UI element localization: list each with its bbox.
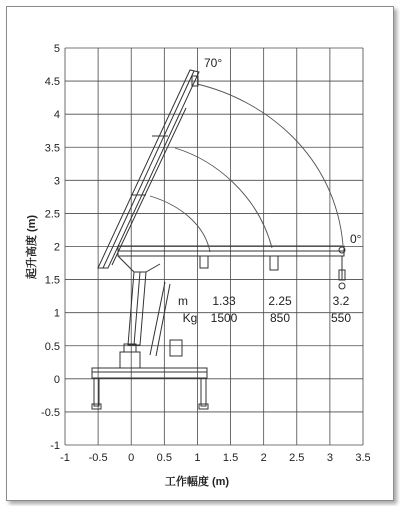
x-tick-label: 0.5 — [156, 452, 172, 464]
y-tick-label: 2.5 — [44, 208, 60, 221]
y-tick-label: 1.5 — [44, 274, 60, 287]
y-tick-label: 0 — [53, 373, 60, 386]
middle-range-arc — [175, 148, 272, 248]
lift-cylinder — [150, 282, 165, 355]
x-tick-label: -1 — [60, 452, 70, 464]
x-tick-label: 1.5 — [222, 452, 239, 464]
y-tick-label: 1 — [53, 307, 60, 320]
y-tick-label: 5 — [53, 43, 60, 55]
load-value-1: 1500 — [210, 311, 238, 325]
x-tick-label: 3.5 — [355, 452, 371, 464]
x-axis-ticks — [60, 452, 371, 464]
x-tick-label: -0.5 — [88, 452, 108, 464]
load-value-3: 550 — [330, 311, 352, 325]
crane-drawing — [92, 70, 345, 409]
radius-value-2: 2.25 — [268, 294, 292, 308]
x-tick-label: 3 — [326, 452, 333, 464]
knuckle-link-2 — [146, 264, 160, 272]
angle-0-label: 0° — [350, 232, 362, 246]
y-tick-label: 4.5 — [44, 76, 60, 89]
inner-range-arc — [150, 196, 210, 252]
y-tick-label: 4 — [53, 109, 60, 122]
y-tick-label: 0.5 — [44, 340, 60, 353]
radius-value-1: 1.33 — [212, 294, 236, 308]
x-tick-label: 1 — [194, 452, 201, 464]
x-tick-label: 2.5 — [289, 452, 305, 464]
boom-70-inner-line — [103, 71, 194, 268]
boom-0-bracket — [270, 256, 278, 270]
y-axis-ticks — [41, 43, 60, 452]
load-value-2: 850 — [269, 311, 291, 325]
y-tick-label: 3 — [53, 175, 60, 188]
outer-range-arc — [197, 84, 343, 245]
y-axis-title: 起升高度 (m) — [26, 214, 38, 280]
x-axis-title: 工作幅度 (m) — [164, 476, 230, 488]
y-tick-label: 3.5 — [44, 142, 60, 155]
load-table-radius-unit: m — [178, 294, 188, 308]
cylinder-mount — [170, 340, 182, 356]
radius-value-3: 3.2 — [332, 294, 350, 308]
boom-70-cylinder — [112, 108, 186, 265]
column-inner-line — [134, 272, 140, 345]
load-table — [178, 294, 351, 325]
right-outrigger-leg — [201, 378, 206, 406]
lift-cylinder-rod — [156, 284, 170, 356]
load-table-load-unit: Kg — [182, 311, 198, 325]
y-tick-label: 2 — [53, 241, 60, 254]
y-tick-label: -1 — [50, 440, 60, 452]
outrigger-beam — [92, 368, 207, 378]
hook — [339, 283, 345, 289]
crane-base — [120, 352, 140, 368]
boom-0-bracket-2 — [200, 256, 208, 268]
working-range-arcs — [150, 84, 343, 252]
y-tick-label: -0.5 — [41, 406, 60, 419]
x-tick-label: 0 — [128, 452, 135, 464]
angle-70-label: 70° — [204, 56, 223, 70]
x-tick-label: 2 — [260, 452, 267, 464]
